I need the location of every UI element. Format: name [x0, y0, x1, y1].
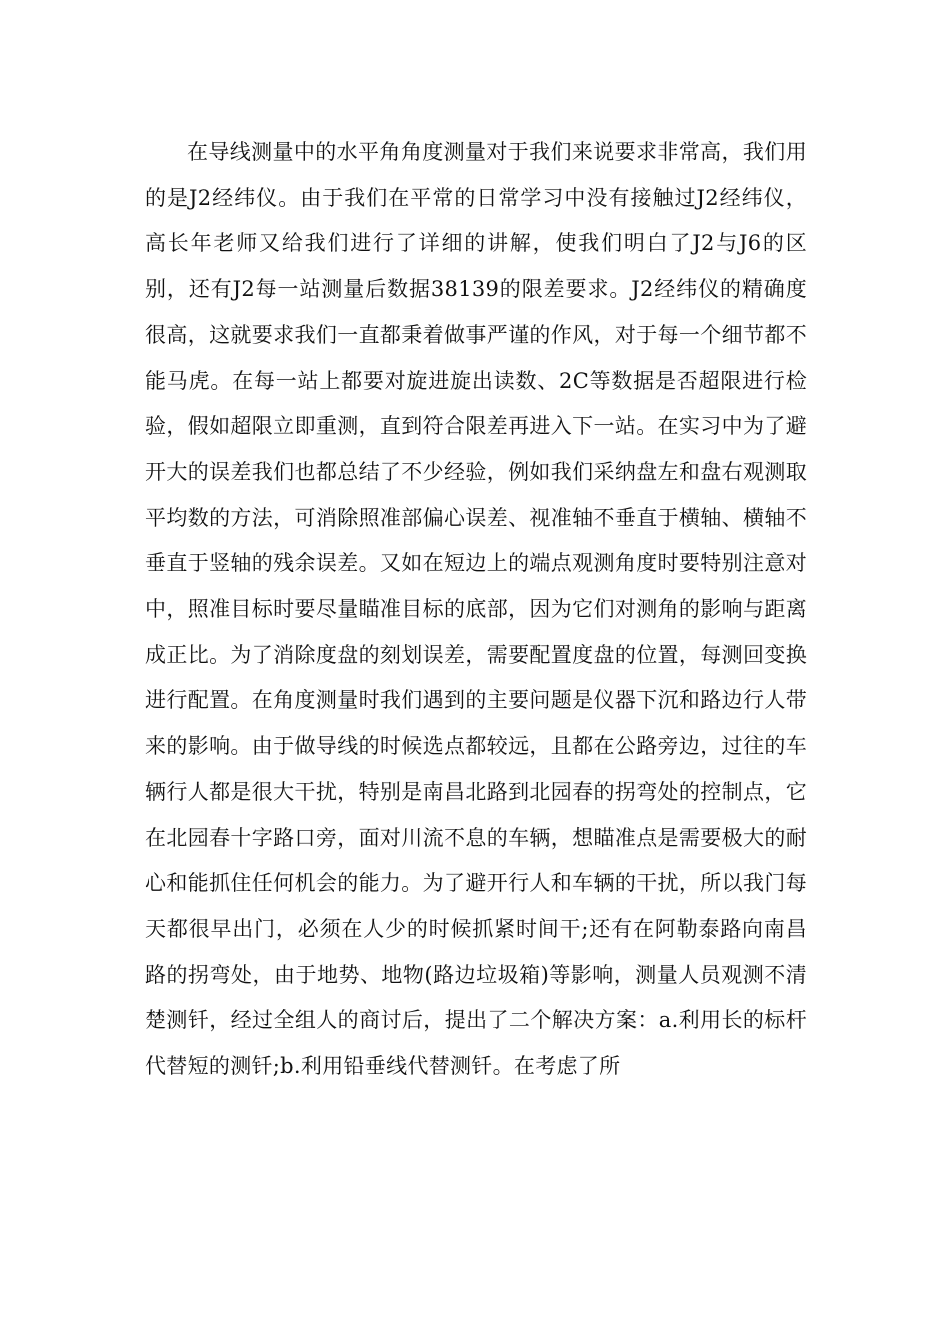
body-paragraph: 在导线测量中的水平角角度测量对于我们来说要求非常高，我们用的是J2经纬仪。由于我们在平常的日常学习中没有接触过J2经纬仪，高长年老师又给我们进行了详细的讲解，使我们明白了J2与J6的区别，还有J2每一站测量后数据38139的限差要求。J2经纬仪的精确度很高，这就要求我们一直都秉着做事严谨的作风，对于每一个细节都不能马虎。在每一站上都要对旋进旋出读数、2C等数据是否超限进行检验，假如超限立即重测，直到符合限差再进入下一站。在实习中为了避开大的误差我们也都总结了不少经验，例如我们采纳盘左和盘右观测取平均数的方法，可消除照准部偏心误差、视准轴不垂直于横轴、横轴不垂直于竖轴的残余误差。又如在短边上的端点观测角度时要特别注意对中，照准目标时要尽量瞄准目标的底部，因为它们对测角的影响与距离成正比。为了消除度盘的刻划误差，需要配置度盘的位置，每测回变换进行配置。在角度测量时我们遇到的主要问题是仪器下沉和路边行人带来的影响。由于做导线的时候选点都较远，且都在公路旁边，过往的车辆行人都是很大干扰，特别是南昌北路到北园春的拐弯处的控制点，它在北园春十字路口旁，面对川流不息的车辆，想瞄准点是需要极大的耐心和能抓住任何机会的能力。为了避开行人和车辆的干扰，所以我门每天都很早出门，必须在人少的时候抓紧时间干;还有在阿勒泰路向南昌路的拐弯处，由于地势、地物(路边垃圾箱)等影响，测量人员观测不清楚测钎，经过全组人的商讨后，提出了二个解决方案：a.利用长的标杆代替短的测钎;b.利用铅垂线代替测钎。在考虑了所 [145, 140, 807, 1079]
